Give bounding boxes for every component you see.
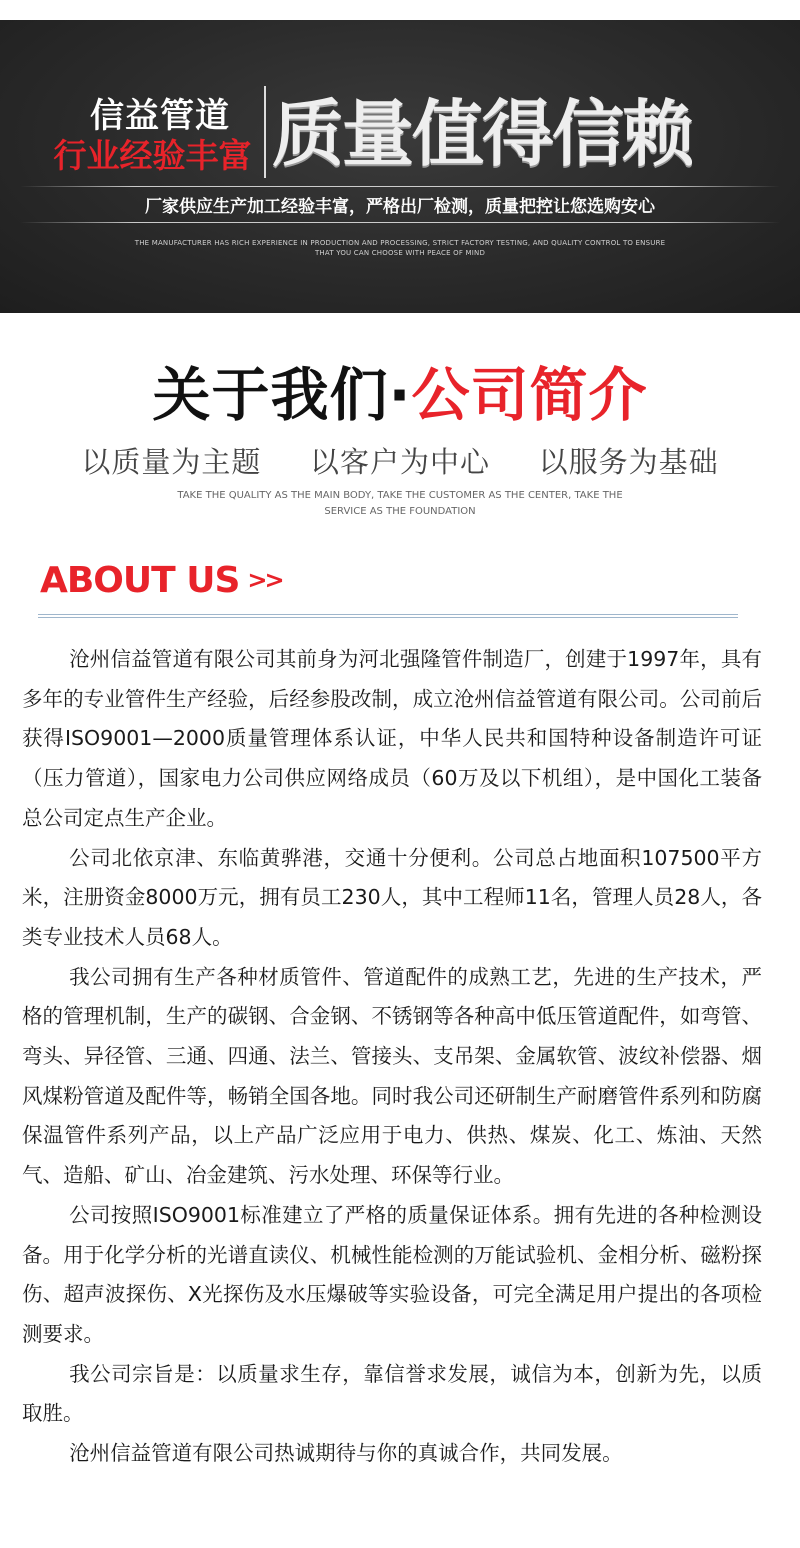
intro-paragraph: 公司按照ISO9001标准建立了严格的质量保证体系。拥有先进的各种检测设备。用于化学分析的光谱直读仪、机械性能检测的万能试验机、金相分析、磁粉探伤、超声波探伤、X光探伤及水压爆破等实验设备，可完全满足用户提出的各项检测要求。 <box>22 1202 762 1346</box>
brand-name: 信益管道 <box>90 96 230 136</box>
intro-paragraph: 我公司拥有生产各种材质管件、管道配件的成熟工艺，先进的生产技术，严格的管理机制，生产的碳钢、合金钢、不锈钢等各种高中低压管道配件，如弯管、弯头、异径管、三通、四通、法兰、管接头、支吊架、金属软管、波纹补偿器、烟风煤粉管道及配件等，畅销全国各地。同时我公司还研制生产耐磨管件系列和防腐保温管件系列产品，以上产品广泛应用于电力、供热、煤炭、化工、炼油、天然气、造船、矿山、冶金建筑、污水处理、环保等行业。 <box>22 964 762 1188</box>
intro-paragraph: 我公司宗旨是：以质量求生存，靠信誉求发展，诚信为本，创新为先，以质取胜。 <box>22 1361 762 1426</box>
about-title-black: 关于我们· <box>152 361 412 429</box>
company-motto-en: TAKE THE QUALITY AS THE MAIN BODY, TAKE THE CUSTOMER AS THE CENTER, TAKE THE SERVICE AS THE FOUNDATION <box>177 490 623 517</box>
banner-rule-top <box>20 186 780 187</box>
company-intro <box>22 640 762 1474</box>
about-us-label: ABOUT US <box>40 560 240 601</box>
company-motto: 以质量为主题 以客户为中心 以服务为基础 <box>81 445 719 479</box>
about-us-heading <box>40 560 282 601</box>
section-divider <box>38 617 738 618</box>
double-chevron-icon: >> <box>247 566 282 594</box>
intro-paragraph: 沧州信益管道有限公司热诚期待与你的真诚合作，共同发展。 <box>69 1441 623 1466</box>
banner-slogan: 质量值得信赖 <box>272 92 693 176</box>
banner-subtitle-en: THE MANUFACTURER HAS RICH EXPERIENCE IN PRODUCTION AND PROCESSING, STRICT FACTORY TESTING, AND QUALITY CONTROL TO ENSURE THAT YOU CAN CHOOSE WITH PEACE OF MIND <box>134 239 666 257</box>
about-title-red: 公司简介 <box>411 361 648 429</box>
hero-banner <box>0 20 800 313</box>
intro-paragraph: 公司北依京津、东临黄骅港，交通十分便利。公司总占地面积107500平方米，注册资金8000万元，拥有员工230人，其中工程师11名，管理人员28人，各类专业技术人员68人。 <box>22 845 762 949</box>
banner-divider <box>264 86 266 178</box>
intro-paragraph: 沧州信益管道有限公司其前身为河北强隆管件制造厂，创建于1997年，具有多年的专业管件生产经验，后经参股改制，成立沧州信益管道有限公司。公司前后获得ISO9001—2000质量管理体系认证，中华人民共和国特种设备制造许可证（压力管道），国家电力公司供应网络成员（60万及以下机组），是中国化工装备总公司定点生产企业。 <box>22 647 762 830</box>
section-divider <box>38 614 738 615</box>
about-section-title <box>0 360 800 430</box>
banner-subtitle-cn: 厂家供应生产加工经验丰富，严格出厂检测，质量把控让您选购安心 <box>145 197 655 217</box>
brand-tagline: 行业经验丰富 <box>53 136 252 175</box>
banner-rule-bottom <box>20 222 780 223</box>
